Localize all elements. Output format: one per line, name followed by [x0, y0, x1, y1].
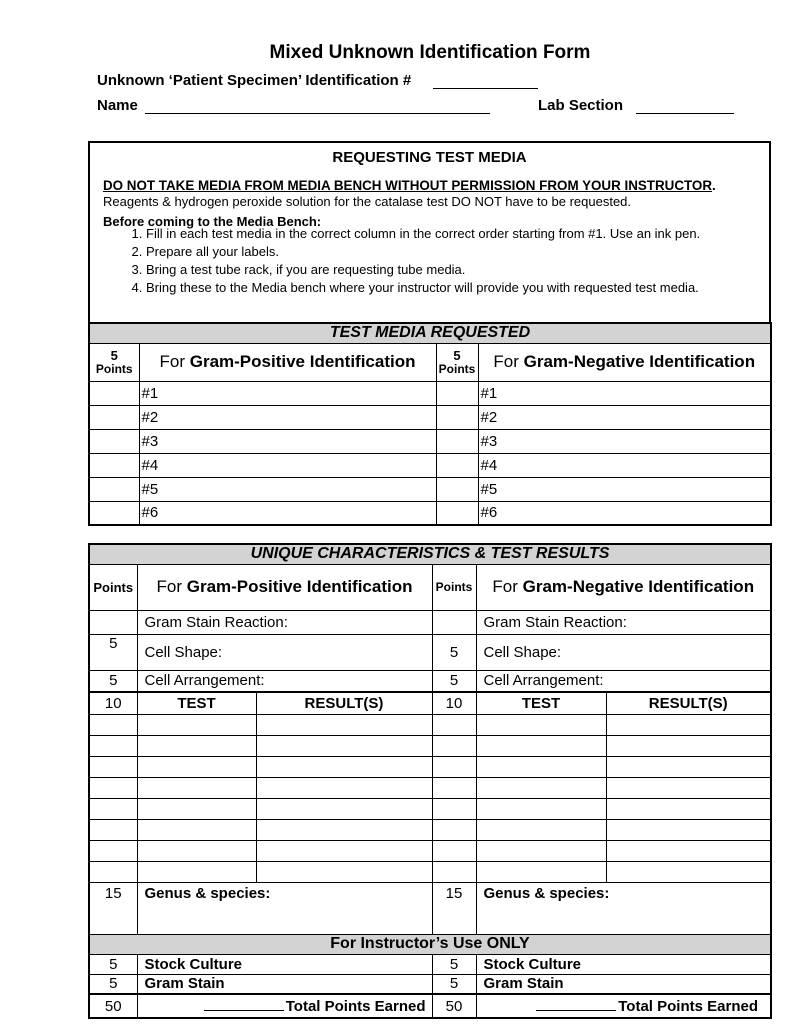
test-name-cell[interactable]: [476, 777, 606, 798]
test-row-points[interactable]: [89, 777, 137, 798]
test-result-cell[interactable]: [606, 798, 771, 819]
permission-warning: DO NOT TAKE MEDIA FROM MEDIA BENCH WITHOUT PERMISSION FROM YOUR INSTRUCTOR.: [103, 178, 716, 193]
test-header: TEST: [137, 692, 256, 714]
gram-stain-reaction-neg[interactable]: Gram Stain Reaction:: [476, 610, 771, 634]
media-row-pos[interactable]: #5: [139, 477, 436, 501]
test-name-cell[interactable]: [137, 714, 256, 735]
instruction-step: 4. Bring these to the Media bench where your instructor will provide you with requested test media.: [146, 279, 700, 297]
points-cell[interactable]: [436, 501, 478, 525]
test-result-cell[interactable]: [256, 798, 432, 819]
media-row-pos[interactable]: #4: [139, 453, 436, 477]
gram-positive-header: For Gram-Positive Identification: [139, 343, 436, 381]
instruction-step: 2. Prepare all your labels.: [146, 243, 700, 261]
test-result-cell[interactable]: [606, 714, 771, 735]
test-row-points[interactable]: [89, 798, 137, 819]
stock-culture-neg: Stock Culture: [476, 954, 771, 974]
test-name-cell[interactable]: [137, 798, 256, 819]
points-cell[interactable]: [436, 429, 478, 453]
test-row-points[interactable]: [432, 819, 476, 840]
points-cell[interactable]: [436, 381, 478, 405]
test-name-cell[interactable]: [476, 756, 606, 777]
test-result-cell[interactable]: [606, 735, 771, 756]
media-row-neg[interactable]: #6: [478, 501, 771, 525]
points-value: 15: [432, 882, 476, 934]
points-cell[interactable]: [432, 610, 476, 634]
points-value: 5: [89, 954, 137, 974]
test-row-points[interactable]: [432, 861, 476, 882]
media-row-neg[interactable]: #3: [478, 429, 771, 453]
test-result-cell[interactable]: [256, 714, 432, 735]
points-cell[interactable]: [89, 501, 139, 525]
test-result-cell[interactable]: [606, 777, 771, 798]
points-value: 10: [89, 692, 137, 714]
test-name-cell[interactable]: [476, 735, 606, 756]
points-value: 5: [432, 954, 476, 974]
points-value: 50: [432, 994, 476, 1018]
media-row-neg[interactable]: #4: [478, 453, 771, 477]
test-result-cell[interactable]: [256, 819, 432, 840]
cell-arrangement-neg[interactable]: Cell Arrangement:: [476, 670, 771, 692]
points-value: 5: [89, 634, 137, 670]
points-value: 10: [432, 692, 476, 714]
points-cell[interactable]: [89, 381, 139, 405]
media-row-neg[interactable]: #2: [478, 405, 771, 429]
results-table: [88, 543, 772, 1019]
instruction-step: 1. Fill in each test media in the correct column in the correct order starting from #1. Use an ink pen.: [146, 225, 700, 243]
instruction-step: 3. Bring a test tube rack, if you are requesting tube media.: [146, 261, 700, 279]
requesting-heading: REQUESTING TEST MEDIA: [332, 149, 527, 166]
total-points-pos[interactable]: Total Points Earned: [137, 994, 432, 1018]
genus-species-pos[interactable]: Genus & species:: [137, 882, 432, 934]
test-row-points[interactable]: [89, 861, 137, 882]
points-cell[interactable]: [89, 477, 139, 501]
test-header: TEST: [476, 692, 606, 714]
gram-positive-header: For Gram-Positive Identification: [137, 564, 432, 610]
points-value: 15: [89, 882, 137, 934]
cell-shape-pos[interactable]: Cell Shape:: [137, 634, 432, 670]
test-name-cell[interactable]: [137, 735, 256, 756]
test-row-points[interactable]: [89, 714, 137, 735]
test-result-cell[interactable]: [606, 861, 771, 882]
test-row-points[interactable]: [89, 819, 137, 840]
results-header: RESULT(S): [256, 692, 432, 714]
test-result-cell[interactable]: [606, 756, 771, 777]
test-result-cell[interactable]: [606, 840, 771, 861]
media-row-pos[interactable]: #2: [139, 405, 436, 429]
points-value: 5: [432, 670, 476, 692]
test-row-points[interactable]: [432, 840, 476, 861]
test-name-cell[interactable]: [137, 819, 256, 840]
points-cell[interactable]: [436, 405, 478, 429]
media-row-neg[interactable]: #5: [478, 477, 771, 501]
gram-stain-pos: Gram Stain: [137, 974, 432, 994]
test-row-points[interactable]: [89, 840, 137, 861]
points-value: 5: [432, 634, 476, 670]
test-row-points[interactable]: [89, 735, 137, 756]
points-cell[interactable]: [436, 477, 478, 501]
test-name-cell[interactable]: [137, 777, 256, 798]
lab-section-field[interactable]: [636, 113, 734, 114]
test-row-points[interactable]: [432, 714, 476, 735]
test-result-cell[interactable]: [256, 777, 432, 798]
test-result-cell[interactable]: [256, 861, 432, 882]
test-row-points[interactable]: [432, 756, 476, 777]
media-row-pos[interactable]: #3: [139, 429, 436, 453]
instructor-band: For Instructor’s Use ONLY: [89, 934, 771, 954]
before-heading: Before coming to the Media Bench:: [103, 214, 322, 229]
test-row-points[interactable]: [432, 735, 476, 756]
points-header-neg: Points: [432, 564, 476, 610]
gram-stain-reaction-pos[interactable]: Gram Stain Reaction:: [137, 610, 432, 634]
lab-section-label: Lab Section: [538, 97, 624, 114]
test-name-cell[interactable]: [137, 861, 256, 882]
test-row-points[interactable]: [432, 798, 476, 819]
test-media-table: [88, 322, 772, 526]
reagents-note: Reagents & hydrogen peroxide solution for the catalase test DO NOT have to be requested.: [103, 194, 632, 209]
genus-species-neg[interactable]: Genus & species:: [476, 882, 771, 934]
test-result-cell[interactable]: [256, 756, 432, 777]
gram-negative-header: For Gram-Negative Identification: [476, 564, 771, 610]
points-header-pos: 5 Points: [89, 343, 139, 381]
test-result-cell[interactable]: [256, 735, 432, 756]
points-header-neg: 5 Points: [436, 343, 478, 381]
test-result-cell[interactable]: [606, 819, 771, 840]
test-row-points[interactable]: [89, 756, 137, 777]
results-header: RESULT(S): [606, 692, 771, 714]
cell-shape-neg[interactable]: Cell Shape:: [476, 634, 771, 670]
name-field[interactable]: [145, 113, 490, 114]
points-value: 5: [89, 974, 137, 994]
test-name-cell[interactable]: [137, 756, 256, 777]
test-name-cell[interactable]: [476, 798, 606, 819]
media-row-pos[interactable]: #1: [139, 381, 436, 405]
points-cell[interactable]: [89, 405, 139, 429]
points-cell[interactable]: [89, 429, 139, 453]
form-title: Mixed Unknown Identification Form: [269, 42, 591, 63]
test-name-cell[interactable]: [137, 840, 256, 861]
points-value: 50: [89, 994, 137, 1018]
points-cell[interactable]: [89, 453, 139, 477]
requesting-media-box: [88, 141, 771, 327]
results-band: UNIQUE CHARACTERISTICS & TEST RESULTS: [89, 544, 771, 564]
points-value: 5: [432, 974, 476, 994]
points-value: 5: [89, 670, 137, 692]
test-name-cell[interactable]: [476, 714, 606, 735]
specimen-id-field[interactable]: [433, 88, 538, 89]
points-header-pos: Points: [89, 564, 137, 610]
test-row-points[interactable]: [432, 777, 476, 798]
gram-stain-neg: Gram Stain: [476, 974, 771, 994]
cell-arrangement-pos[interactable]: Cell Arrangement:: [137, 670, 432, 692]
test-name-cell[interactable]: [476, 861, 606, 882]
gram-negative-header: For Gram-Negative Identification: [478, 343, 771, 381]
total-points-neg[interactable]: Total Points Earned: [476, 994, 771, 1018]
test-name-cell[interactable]: [476, 840, 606, 861]
test-result-cell[interactable]: [256, 840, 432, 861]
stock-culture-pos: Stock Culture: [137, 954, 432, 974]
points-cell[interactable]: [89, 610, 137, 634]
test-name-cell[interactable]: [476, 819, 606, 840]
media-row-neg[interactable]: #1: [478, 381, 771, 405]
media-row-pos[interactable]: #6: [139, 501, 436, 525]
instruction-list: [124, 225, 700, 297]
name-label: Name: [97, 97, 138, 114]
points-cell[interactable]: [436, 453, 478, 477]
specimen-id-label: Unknown ‘Patient Specimen’ Identification #: [97, 72, 412, 89]
test-media-band: TEST MEDIA REQUESTED: [89, 323, 771, 343]
